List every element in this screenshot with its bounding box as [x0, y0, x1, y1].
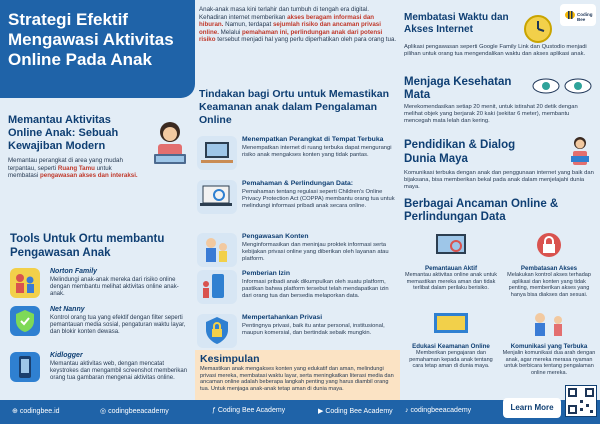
limit-text: Aplikasi pengawasan seperti Google Family Link dan Qustodio menjadi pilihan untuk orang tua mengendalikan waktu dan akses aplikasi anak. [404, 44, 587, 57]
right-column [400, 0, 600, 400]
limit-heading: Membatasi Waktu dan Akses Internet [404, 12, 509, 35]
left-column [0, 0, 195, 400]
protect-item [502, 232, 596, 308]
actions-section [199, 88, 395, 127]
qr-code-icon[interactable] [565, 385, 597, 417]
title-banner [0, 0, 195, 98]
action-name: Menempatkan Perangkat di Tempat Terbuka [242, 136, 384, 143]
child-laptop-icon [150, 118, 190, 168]
tool-desc: Kontrol orang tua yang efektif dengan filter seperti pemantauan media sosial, pengaturan waktu layar, dan blokir konten dewasa. [50, 315, 186, 336]
action-item [197, 314, 397, 348]
action-desc: Pemahaman tentang regulasi seperti Children's Online Privacy Protection Act (COPPA) membantu orang tua untuk melindungi informasi pribadi anak secara online. [242, 189, 395, 209]
action-item [197, 136, 397, 172]
protect-desc: Menjalin komunikasi dua arah dengan anak, agar mereka merasa nyaman untuk berbicara tentang pengalaman online mereka. [502, 350, 596, 376]
phone-icon [10, 352, 40, 382]
action-name: Pemberian Izin [242, 270, 290, 277]
protect-name: Komunikasi yang Terbuka [510, 343, 588, 350]
tool-kidlogger [10, 352, 190, 396]
tool-name: Net Nanny [50, 306, 85, 313]
facebook-icon: ƒ [212, 407, 218, 414]
action-desc: Informasi pribadi anak dikumpulkan oleh suatu platform, pastikan bahwa platform tersebut telah mendapatkan izin dari orang tua dan bersedia melaporkan data. [242, 279, 389, 299]
middle-column [195, 0, 400, 400]
eyes-heading: Menjaga Kesehatan Mata [404, 76, 512, 101]
eyes-text: Merekomendasikan setiap 20 menit, untuk istirahat 20 detik dengan melihat objek yang berjarak 20 kaki (sekitar 6 meter), membantu mencegah mata lelah dan kering. [404, 104, 578, 124]
intro-text: Anak-anak masa kini terlahir dan tumbuh di tengah era digital. Kehadiran internet memberikan akses beragam informasi dan hiburan. Namun, terdapat sejumlah risiko dan ancaman privasi online. Melalui pemahaman ini, perlindungan anak dari potensi risiko tersebut menjadi hal yang perlu diperhatikan oleh para orang tua. [199, 6, 397, 44]
phone-people-icon [197, 270, 237, 304]
family-talk-icon [502, 310, 596, 338]
instagram-icon: ◎ [100, 408, 109, 415]
padlock-icon [502, 232, 596, 260]
conclusion-section [195, 350, 400, 400]
action-desc: Menempatkan internet di ruang terbuka dapat mengurangi risiko anak mengakses konten yang tidak pantas. [242, 145, 392, 158]
family-icon [10, 268, 40, 298]
parent-child-icon [197, 233, 237, 267]
globe-icon: ⊕ [12, 408, 20, 415]
protect-name: Edukasi Keamanan Online [412, 343, 490, 350]
protect-desc: Memantau aktivitas online anak untuk memastikan mereka aman dan tidak terlibat dalam perilaku berisiko. [404, 272, 498, 292]
online-education-icon [404, 310, 498, 338]
conclusion-heading: Kesimpulan [200, 353, 260, 365]
title-line-3: Online Pada Anak [8, 50, 152, 69]
conclusion-text: Memastikan anak mengakses konten yang edukatif dan aman, melindungi privasi mereka, membatasi waktu layar, serta meningkatkan literasi media dan ancaman online adalah beberapa langkah penting yang harus diambil orang tua. Untuk menjaga anak-anak tetap aman di dunia maya. [200, 366, 394, 392]
action-item [197, 180, 397, 224]
youtube-icon: ▶ [318, 408, 326, 415]
lock-shield-icon [197, 314, 237, 348]
action-name: Pemahaman & Perlindungan Data: [242, 180, 354, 187]
tools-section [10, 232, 190, 260]
action-desc: Pentingnya privasi, baik itu antar personal, institusional, maupun komersial, dan bertindak sebaik mungkin. [242, 323, 385, 336]
footer-facebook[interactable]: ƒ Coding Bee Academy [212, 407, 286, 414]
protect-name: Pembatasan Akses [520, 265, 578, 272]
edu-section [404, 138, 534, 166]
action-item [197, 233, 397, 269]
edu-text: Komunikasi terbuka dengan anak dan penggunaan internet yang baik dan bijaksana, bisa memberikan bekal pada anak dalam menjelajahi dunia maya. [404, 170, 594, 190]
tool-name: Norton Family [50, 268, 98, 275]
edu-heading: Pendidikan & Dialog Dunia Maya [404, 139, 516, 165]
tool-desc: Memantau aktivitas web, dengan mencatat keystrokes dan mengambil screenshot memberikan orang tua gambaran mengenai aktivitas online. [50, 361, 188, 382]
protect-desc: Memberikan pengajaran dan pemahaman kepada anak tentang cara tetap aman di dunia maya. [409, 350, 493, 370]
laptop-search-icon [197, 180, 237, 214]
tiktok-icon: ♪ [405, 407, 411, 414]
clock-icon [523, 14, 553, 44]
tool-name: Kidlogger [50, 352, 83, 359]
tools-heading: Tools Untuk Ortu membantu Pengawasan Anak [10, 233, 165, 259]
footer-youtube[interactable]: ▶ Coding Bee Academy [318, 408, 393, 415]
monitor-text: Memantau perangkat di area yang mudah terpantau, seperti Ruang Tamu untuk membatasi pengawasan akses dan interaksi. [8, 157, 138, 180]
actions-heading: Tindakan bagi Ortu untuk Memastikan Keamanan anak dalam Pengalaman Online [199, 88, 390, 126]
footer-tiktok[interactable]: ♪ codingbeeacademy [405, 407, 472, 414]
monitor-section [8, 114, 138, 180]
monitor-illustration [150, 118, 190, 168]
protect-desc: Melakukan kontrol akses terhadap aplikasi dan konten yang tidak penting, memberikan akses yang hanya bisa diakses dan sesuai. [507, 272, 591, 298]
footer-instagram[interactable]: ◎ codingbeeacademy [100, 408, 169, 415]
limit-section [404, 12, 524, 36]
protect-item [404, 232, 498, 308]
eyes-icon [530, 76, 596, 96]
tool-norton [10, 268, 190, 308]
protect-section [404, 198, 596, 224]
logo-text: Coding Bee [577, 12, 593, 22]
desk-computer-icon [197, 136, 237, 170]
title-line-2: Mengawasi Aktivitas [8, 30, 174, 49]
tool-desc: Melindungi anak-anak mereka dari risiko online dengan membantu melihat aktivitas online anak-anak. [50, 277, 179, 298]
action-item [197, 270, 397, 314]
action-name: Pengawasan Konten [242, 233, 309, 240]
action-desc: Menginformasikan dan meninjau proktek informasi serta kebijakan privasi online yang diberikan oleh layanan atau platform. [242, 242, 389, 262]
monitor-heading: Memantau Aktivitas Online Anak: Sebuah Kewajiban Modern [8, 114, 119, 152]
tool-netnanny [10, 306, 190, 350]
monitor-search-icon [404, 232, 498, 260]
protect-name: Pemantauan Aktif [424, 265, 478, 272]
eyes-section [404, 76, 524, 102]
learn-more-button[interactable]: Learn More [503, 398, 561, 418]
protect-item [502, 310, 596, 386]
protect-item [404, 310, 498, 386]
title-line-1: Strategi Efektif [8, 10, 128, 29]
reading-child-icon [565, 134, 595, 170]
protect-heading: Berbagai Ancaman Online & Perlindungan Data [404, 198, 559, 223]
action-name: Mempertahankan Privasi [242, 314, 323, 321]
shield-icon [10, 306, 40, 336]
footer-website[interactable]: ⊕ codingbee.id [12, 408, 60, 415]
brand-logo [560, 4, 596, 26]
